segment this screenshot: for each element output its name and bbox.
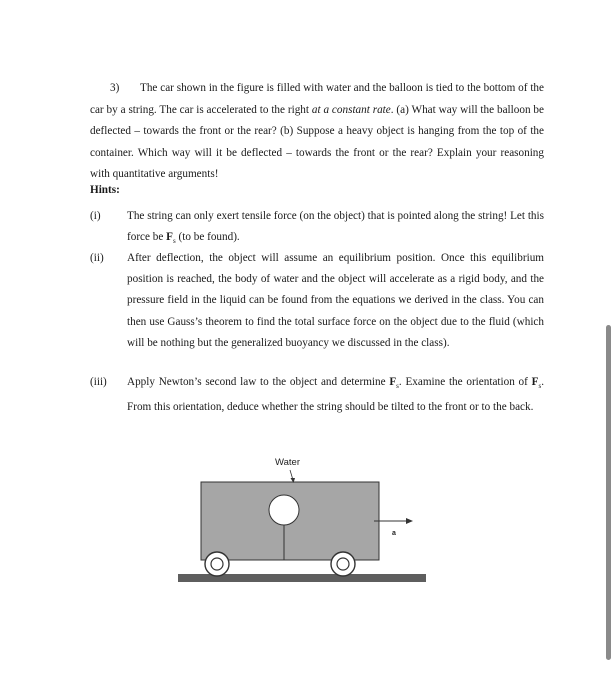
- hint-label: (ii): [90, 252, 104, 264]
- force-symbol: F: [389, 376, 397, 388]
- hint-text-part: The string can only exert tensile force (on the object) that is pointed along the string! Let this force be: [127, 210, 544, 244]
- wheel-left: [205, 552, 229, 576]
- problem-text-part-1: The car shown in the figure is filled with water and the balloon is tied to the bottom of the car by a string. The car is accelerated to the right: [90, 82, 544, 116]
- hint-text-part: (to be found).: [175, 231, 240, 244]
- force-symbol: F: [166, 231, 173, 244]
- problem-text-part-2: . (a) What way will the balloon be deflected – towards the front or the rear? (b) Suppose a heavy object is hanging from the top of the container. Which way will it be deflected – towards the front or the rear? Explain your reasoning with quantitative arguments!: [90, 103, 544, 181]
- hint-text: After deflection, the object will assume an equilibrium position. Once this equilibrium position is reached, the body of water and the object will accelerate as a rigid body, and the pressure field in the liquid can be found from the equations we derived in the class. You can then use Gauss’s theorem to find the total surface force on the object due to the fluid (which will be nothing but the generalized buoyancy we discussed in the class).: [127, 252, 544, 349]
- force-symbol: F: [531, 376, 539, 388]
- acceleration-arrow-head: [406, 518, 413, 524]
- hint-text-part: . Examine the orientation of: [398, 376, 532, 388]
- force-subscript: s: [396, 382, 399, 391]
- problem-number: 3): [110, 82, 120, 94]
- hint-text-part: . From this orientation, deduce whether the string should be tilted to the front or to the back.: [127, 376, 544, 414]
- hint-label: (iii): [90, 376, 107, 388]
- scrollbar[interactable]: [606, 325, 611, 660]
- hint-text-part: Apply Newton’s second law to the object and determine: [127, 376, 390, 388]
- hint-label: (i): [90, 210, 101, 222]
- hints-heading: Hints:: [90, 184, 120, 196]
- problem-emphasis: at a constant rate: [311, 103, 391, 116]
- water-label: Water: [275, 457, 300, 468]
- force-subscript: s: [172, 237, 176, 246]
- force-subscript: s: [538, 382, 542, 391]
- acceleration-label: a: [392, 530, 396, 537]
- wheel-right: [331, 552, 355, 576]
- balloon: [269, 495, 299, 525]
